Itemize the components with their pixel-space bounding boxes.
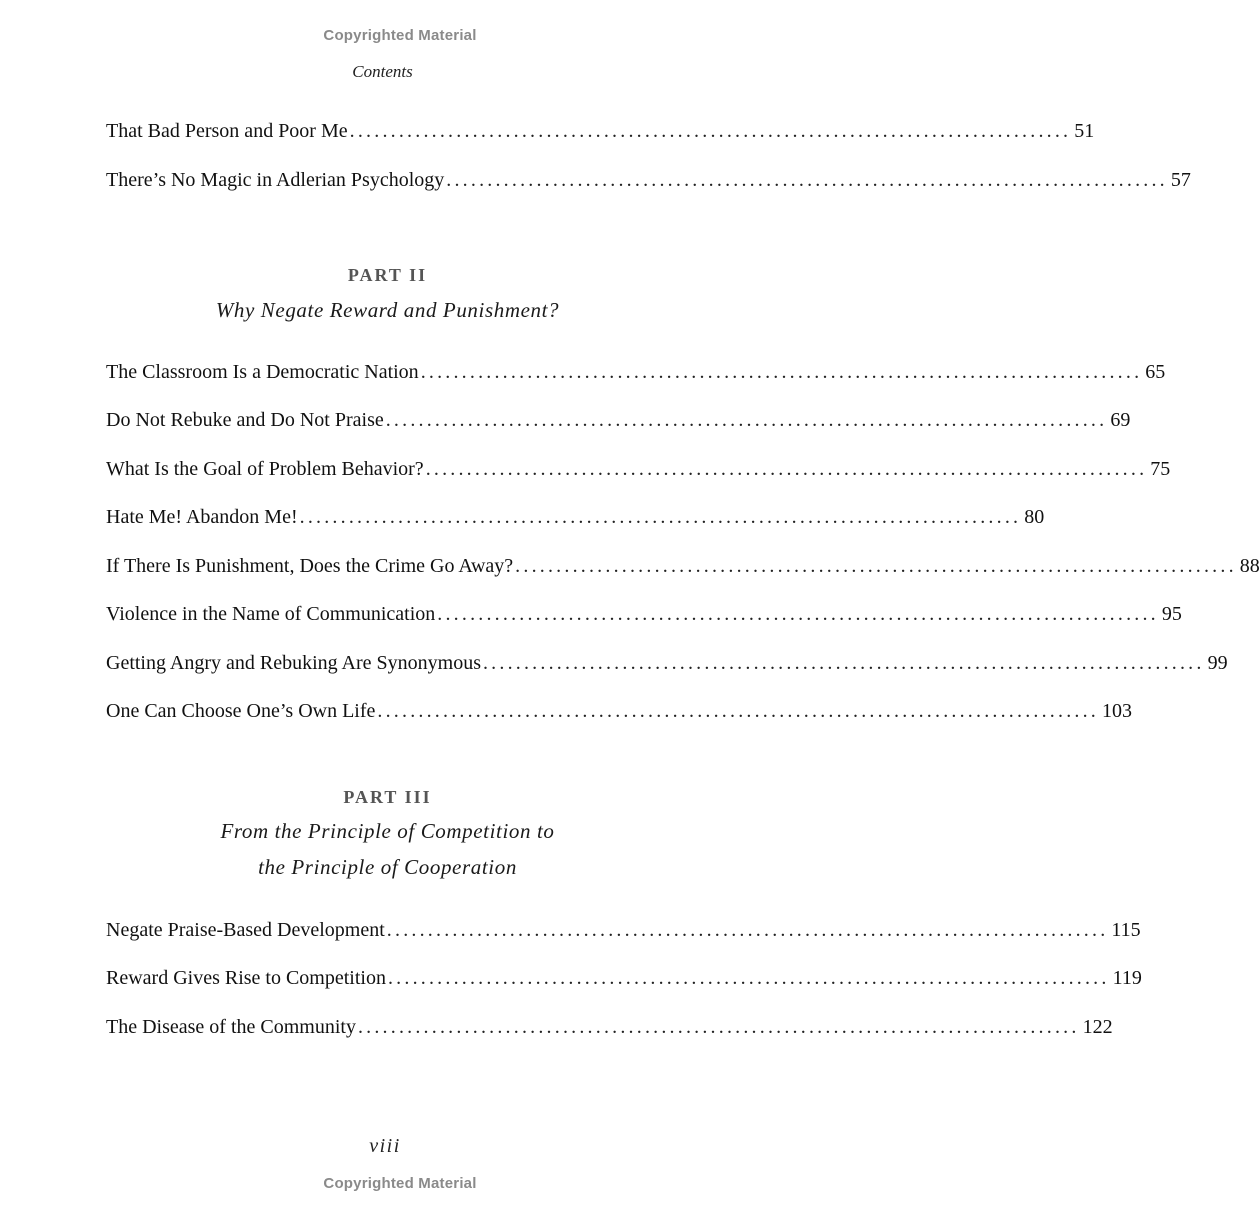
toc-entry (106, 964, 1142, 992)
dot-leader: ........................................................................................ (446, 169, 1168, 191)
dot-leader: ........................................................................................ (386, 919, 1109, 941)
toc-entry-page: 80 (1024, 506, 1045, 528)
toc-entry (106, 406, 1131, 434)
toc-entry-title: Negate Praise-Based Development (106, 919, 385, 941)
toc-entry (106, 600, 1182, 628)
watermark-top: Copyrighted Material (323, 27, 477, 44)
toc-entry (106, 1013, 1113, 1041)
dot-leader: ........................................................................................ (482, 652, 1205, 674)
toc-entry-title: One Can Choose One’s Own Life (106, 700, 376, 722)
toc-entry-title: There’s No Magic in Adlerian Psychology (106, 169, 445, 191)
toc-entry-title: Hate Me! Abandon Me! (106, 506, 298, 528)
toc-entry-page: 65 (1145, 361, 1166, 383)
toc-entry (106, 916, 1141, 944)
toc-entry-page: 122 (1082, 1016, 1113, 1038)
toc-entry-title: Reward Gives Rise to Competition (106, 967, 386, 989)
dot-leader: ........................................................................................ (387, 967, 1110, 989)
toc-entry (106, 503, 1045, 531)
dot-leader: ........................................................................................ (385, 409, 1108, 431)
dot-leader: ........................................................................................ (299, 506, 1022, 528)
toc-entry-page: 115 (1111, 919, 1141, 941)
dot-leader: ........................................................................................ (437, 603, 1159, 625)
toc-entry-page: 51 (1074, 120, 1095, 142)
toc-entry (106, 552, 1260, 580)
running-head: Contents (352, 62, 413, 81)
toc-entry-page: 119 (1112, 967, 1142, 989)
toc-entry (106, 455, 1171, 483)
toc-entry-title: Getting Angry and Rebuking Are Synonymous (106, 652, 481, 674)
dot-leader: ........................................................................................ (349, 120, 1072, 142)
part-title-line-2: the Principle of Cooperation (258, 855, 517, 879)
toc-entry-title: What Is the Goal of Problem Behavior? (106, 458, 424, 480)
toc-entry (106, 117, 1095, 145)
dot-leader: ........................................................................................ (357, 1016, 1080, 1038)
part-label: PART III (343, 787, 432, 807)
toc-entry-page: 103 (1102, 700, 1133, 722)
page-number: viii (369, 1135, 401, 1157)
toc-entry (106, 358, 1166, 386)
toc-entry-title: Do Not Rebuke and Do Not Praise (106, 409, 384, 431)
dot-leader: ........................................................................................ (425, 458, 1148, 480)
toc-entry-page: 95 (1161, 603, 1182, 625)
watermark-bottom: Copyrighted Material (323, 1175, 477, 1192)
toc-entry-title: Violence in the Name of Communication (106, 603, 436, 625)
toc-entry-page: 69 (1110, 409, 1131, 431)
dot-leader: ........................................................................................ (420, 361, 1143, 383)
part-title: Why Negate Reward and Punishment? (215, 298, 560, 322)
toc-entry (106, 649, 1228, 677)
dot-leader: ........................................................................................ (515, 555, 1237, 577)
toc-entry-page: 57 (1170, 169, 1191, 191)
toc-entry (106, 697, 1133, 725)
toc-entry-page: 88 (1239, 555, 1260, 577)
toc-entry-title: That Bad Person and Poor Me (106, 120, 348, 142)
toc-entry-page: 75 (1150, 458, 1171, 480)
toc-entry-title: The Classroom Is a Democratic Nation (106, 361, 419, 383)
toc-entry-page: 99 (1207, 652, 1228, 674)
dot-leader: ........................................................................................ (377, 700, 1100, 722)
toc-entry-title: If There Is Punishment, Does the Crime Go Away? (106, 555, 514, 577)
toc-entry (106, 166, 1191, 194)
part-label: PART II (347, 265, 428, 285)
part-title-line-1: From the Principle of Competition to (220, 819, 555, 843)
toc-entry-title: The Disease of the Community (106, 1016, 356, 1038)
